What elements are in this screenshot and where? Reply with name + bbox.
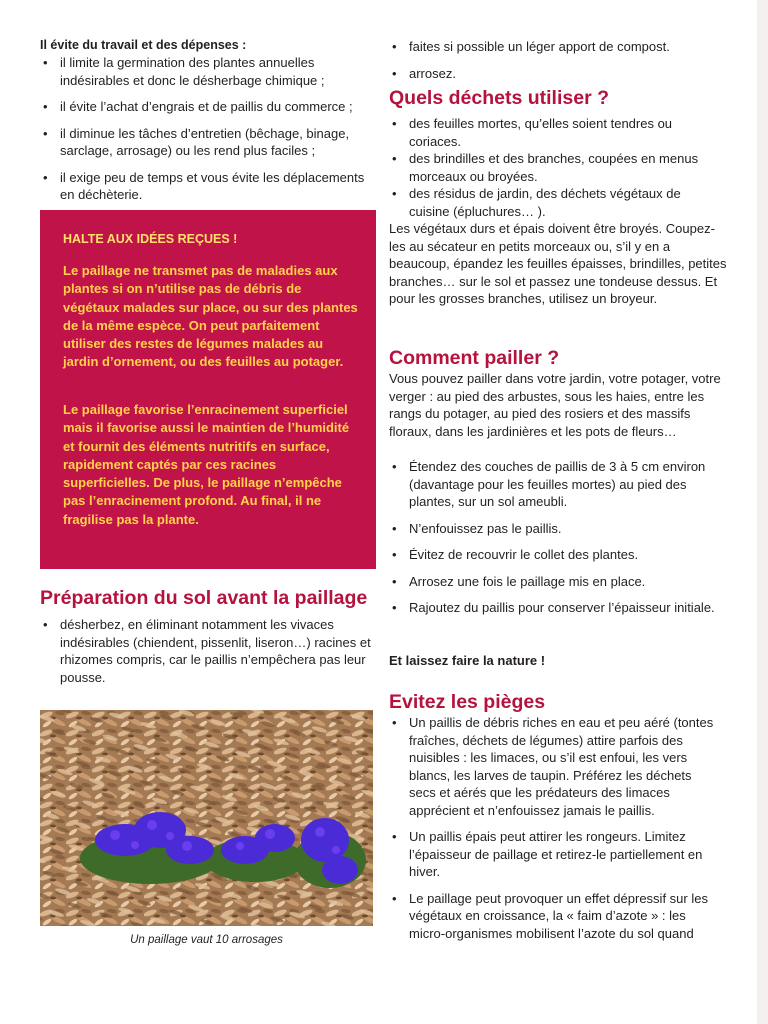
dechets-list: [389, 115, 719, 220]
pieges-list: [389, 714, 719, 942]
myth-box: [40, 210, 376, 569]
list-item: • Le paillage peut provoquer un effet dépressif sur les végétaux en croissance, la « faim d’azote » : les micro-organismes mobilisent l’azote du sol quand: [392, 890, 708, 941]
list-item: • Arrosez une fois le paillage mis en place.: [392, 573, 646, 589]
list-item: • des résidus de jardin, des déchets végétaux de cuisine (épluchures… ).: [392, 186, 681, 219]
list-item: • Étendez des couches de paillis de 3 à 5 cm environ (davantage pour les feuilles mortes) au pied des plantes, sur un sol ameubli.: [392, 459, 706, 509]
list-item: • Rajoutez du paillis pour conserver l’épaisseur initiale.: [392, 600, 715, 615]
list-item: • il évite l’achat d’engrais et de paillis du commerce ;: [43, 99, 353, 114]
list-item: • Un paillis épais peut attirer les rongeurs. Limitez l’épaisseur de paillage et retirez-le partiellement en hiver.: [392, 829, 703, 879]
list-item: • il exige peu de temps et vous évite les déplacements en déchèterie.: [43, 169, 365, 202]
list-item: • désherbez, en éliminant notamment les vivaces indésirables (chiendent, pissenlit, liseron…) racines et rhizomes compris, car le paillis n’empêchera pas leur pousse.: [43, 617, 371, 685]
myth-box-paragraph: Le paillage ne transmet pas de maladies aux plantes si on n’utilise pas de débris de végétaux malades sur place, ou sur des plantes de la même espèce. On peut parfaitement utiliser des restes de légumes malades au jardin d’ornement, ou des feuilles au potager.: [63, 263, 358, 370]
list-item: • faites si possible un léger apport de compost.: [392, 39, 670, 54]
list-item: • Évitez de recouvrir le collet des plantes.: [392, 547, 639, 562]
list-item: • des feuilles mortes, qu’elles soient tendres ou coriaces.: [392, 116, 673, 149]
section-title-pieges: Evitez les pièges: [389, 691, 546, 713]
myth-box-paragraph: Le paillage favorise l’enracinement superficiel mais il favorise aussi le maintien de l’humidité et fournit des éléments nutritifs en surface, rapidement captés par ces racines superficielles. De plus, le paillage n’empêche pas l’enracinement profond. Au final, il ne fragilise pas la plante.: [63, 402, 350, 527]
section-title-preparation: Préparation du sol avant la paillage: [40, 587, 368, 609]
intro-heading: Il évite du travail et des dépenses :: [40, 38, 247, 52]
mulch-photo: [40, 710, 373, 926]
dechets-paragraph: Les végétaux durs et épais doivent être broyés. Coupez-les au sécateur en petits morceaux ou, s’il y en a beaucoup, épandez les feuilles épaisses, brindilles, petites branches… sur le sol et passez une tondeuse dessus. Et pour les grosses branches, utilisez un broyeur.: [389, 221, 727, 306]
mulch-flowers-image: [40, 710, 373, 926]
list-item: • il diminue les tâches d’entretien (bêchage, binage, sarclage, arrosage) ou les rend plus faciles ;: [43, 125, 350, 158]
nature-line: Et laissez faire la nature !: [389, 653, 546, 668]
intro-list: [40, 54, 375, 204]
list-item: • il limite la germination des plantes annuelles indésirables et donc le désherbage chimique ;: [43, 55, 325, 88]
list-item: • des brindilles et des branches, coupées en menus morceaux ou broyées.: [392, 151, 699, 184]
preparation-list-cont: [389, 38, 719, 82]
photo-caption: Un paillage vaut 10 arrosages: [130, 934, 283, 946]
page-edge-shadow: [757, 0, 768, 1024]
list-item: • arrosez.: [392, 65, 456, 81]
comment-list: [389, 458, 719, 617]
list-item: • Un paillis de débris riches en eau et peu aéré (tontes fraîches, déchets de légumes) attire parfois des nuisibles : les limaces, ou s’il est enfoui, les vers blancs, les larves de taupin. Préférez les déchets secs et aérés que les prédateurs des limaces apprécient et n’enfouissez jamais le paillis.: [392, 715, 714, 818]
section-title-dechets: Quels déchets utiliser ?: [389, 87, 609, 109]
preparation-list: [40, 616, 375, 686]
myth-box-title: HALTE AUX IDÉES REÇUES !: [63, 232, 238, 246]
section-title-comment: Comment pailler ?: [389, 347, 560, 369]
list-item: • N’enfouissez pas le paillis.: [392, 520, 562, 536]
comment-paragraph: Vous pouvez pailler dans votre jardin, votre potager, votre verger : au pied des arbustes, sous les haies, entre les rangs du potager, au pied des rosiers et des massifs floraux, dans les jardinières et les pots de fleurs…: [389, 371, 721, 439]
